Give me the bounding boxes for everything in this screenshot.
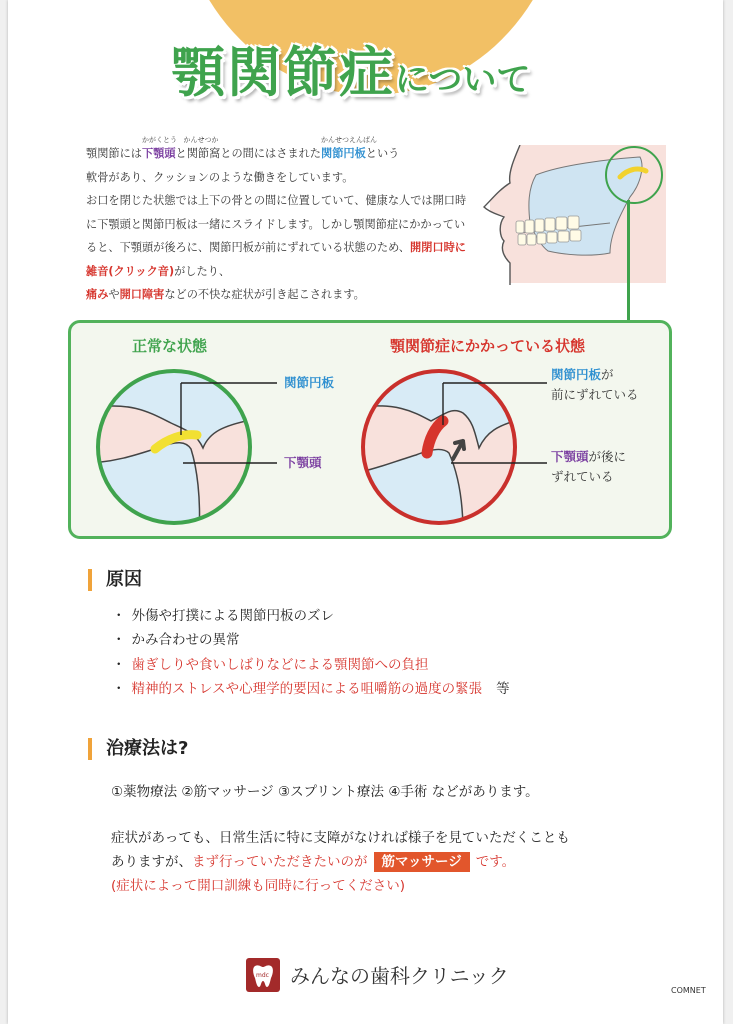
cause-item-text: 外傷や打撲による関節円板のズレ (131, 608, 334, 624)
symptom-click-sound: 開閉口時に雑音(クリック音) (86, 241, 466, 278)
tmd-disc-term: 関節円板 (551, 367, 602, 382)
credit-text: COMNET (671, 986, 706, 995)
treatment-line2-pre: ありますが、 (111, 854, 192, 870)
normal-condyle-label (284, 453, 322, 473)
intro-s3: お口を閉じた状態では上下の骨との間に位置していて、健康な人では開口時に下顎頭と関節円板は一緒にスライドします。しかし顎関節症にかかっていると、下顎頭が後ろに、関節円板が前にずれている状態のため、 (86, 194, 467, 254)
bullet: ・ (112, 680, 126, 697)
cause-item-text: かみ合わせの異常 (131, 632, 240, 649)
title-sub: について (395, 60, 531, 100)
tmd-condyle-tail: が後に (588, 449, 627, 464)
intro-para-2 (86, 189, 476, 307)
tooth-logo-icon (246, 958, 280, 992)
bullet: ・ (112, 608, 126, 624)
joint-diagram (71, 323, 675, 542)
intro-line-1 (86, 136, 476, 166)
bullet: ・ (112, 632, 126, 649)
cause-item-1 (112, 604, 510, 628)
treatment-heading: 治療法は? (88, 738, 188, 760)
term-condyle (141, 136, 177, 160)
clinic-name: みんなの歯科クリニック (290, 964, 509, 988)
intro-s1-post: という (365, 147, 400, 160)
term-disc (321, 136, 377, 160)
intro-s3-mid2: や (108, 288, 120, 301)
treatment-line2-post: です。 (475, 854, 516, 870)
cause-item-text: 歯ぎしりや食いしばりなどによる顎関節への負担 (131, 656, 429, 673)
intro-s3-mid: がしたり、 (174, 264, 231, 278)
logo-text: mdc (256, 972, 269, 979)
tmd-disc-tail: が (601, 367, 614, 382)
intro-line-2: 軟骨があり、クッションのような働きをしています。 (86, 170, 354, 184)
clinic-logo (246, 958, 280, 992)
tmd-disc-label (551, 365, 639, 405)
treatment-methods: ①薬物療法 ②筋マッサージ ③スプリント療法 ④手術 などがあります。 (111, 784, 539, 800)
tmd-condyle-line2: ずれている (551, 469, 614, 484)
ruby-condyle: かがくとう (141, 136, 177, 144)
tmd-disc-line2: 前にずれている (551, 387, 639, 402)
tmd-joint-closeup (356, 363, 526, 533)
connector-line (627, 200, 630, 321)
term-disc-text: 関節円板 (321, 147, 366, 160)
treatment-line-1: 症状があっても、日常生活に特に支障がなければ様子を見ていただくことも (111, 830, 570, 846)
term-fossa (175, 136, 221, 160)
ruby-disc: かんせつえんばん (321, 136, 377, 144)
treatment-line-3: (症状によって開口訓練も同時に行ってください) (111, 878, 406, 894)
comparison-panel (68, 320, 672, 539)
bullet: ・ (112, 656, 126, 673)
normal-joint-closeup (91, 363, 261, 533)
treatment-line2-red: まず行っていただきたいのが (192, 854, 368, 870)
cause-item-2 (112, 628, 510, 652)
title-main: 顎関節症 (171, 41, 395, 104)
cause-heading: 原因 (88, 569, 142, 591)
treatment-paragraph (111, 826, 570, 898)
treatment-line-2 (111, 850, 570, 874)
page (8, 0, 723, 1024)
cause-etc: 等 (496, 680, 510, 697)
normal-disc-term: 関節円板 (284, 375, 335, 390)
normal-state-title: 正常な状態 (132, 337, 208, 355)
tmd-condyle-label (551, 447, 626, 487)
normal-condyle-term: 下顎頭 (284, 455, 322, 470)
page-title (171, 30, 531, 104)
tmd-state-title: 顎関節症にかかっている状態 (390, 337, 586, 355)
cause-item-3 (112, 653, 510, 677)
cause-list (112, 604, 510, 701)
intro-s1-pre: 顎関節には (86, 147, 142, 160)
intro-s1-mid2: との間にはさまれた (220, 147, 321, 160)
cause-item-4 (112, 677, 510, 701)
intro-s3-end: などの不快な症状が引き起こされます。 (164, 288, 365, 301)
symptom-opening-disorder: 開口障害 (119, 288, 165, 301)
symptom-pain: 痛み (86, 288, 109, 301)
tmd-condyle-term: 下顎頭 (551, 449, 589, 464)
face-illustration (470, 145, 666, 285)
normal-disc-label (284, 373, 334, 393)
muscle-massage-badge: 筋マッサージ (374, 852, 470, 872)
cause-item-text: 精神的ストレスや心理学的要因による咀嚼筋の過度の緊張 (131, 680, 483, 697)
intro-text (86, 136, 476, 307)
term-fossa-text: と関節窩 (175, 147, 221, 160)
term-condyle-text: 下顎頭 (141, 147, 176, 160)
ruby-fossa: かんせつか (183, 136, 219, 144)
